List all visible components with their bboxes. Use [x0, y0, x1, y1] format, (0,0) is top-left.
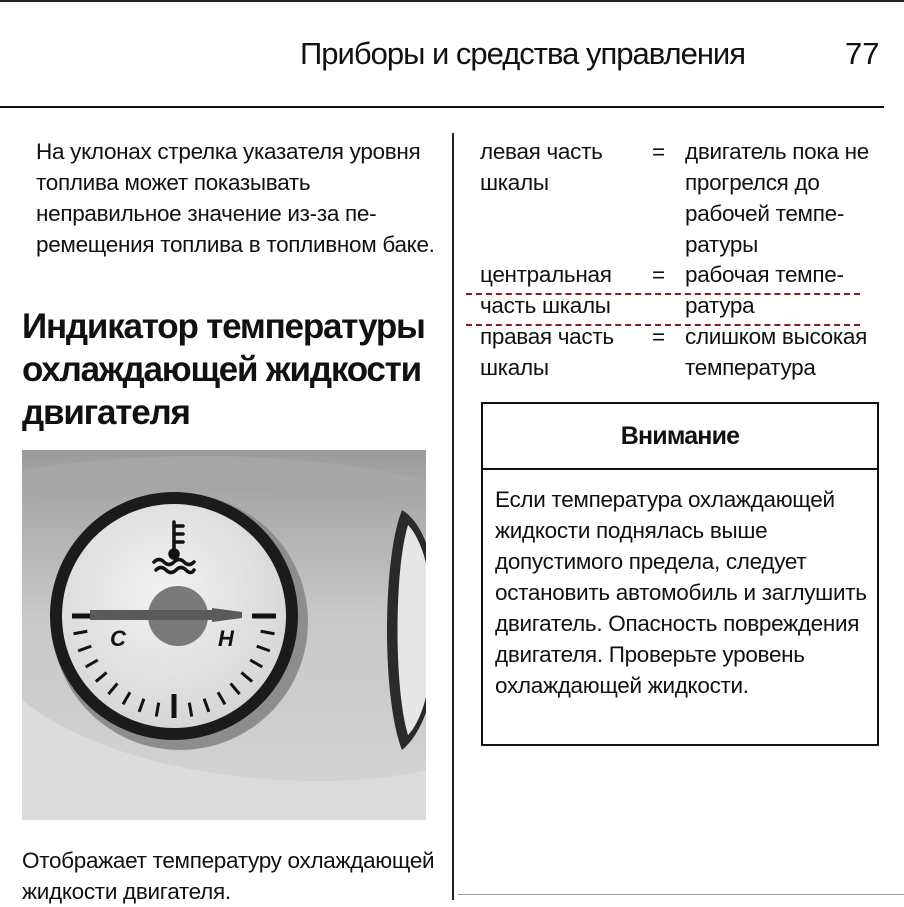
scale-term: левая часть шкалы — [480, 139, 603, 195]
scale-row-left — [480, 136, 885, 259]
scale-term: центральная часть шкалы — [480, 262, 612, 318]
gauge-figure — [22, 450, 426, 820]
gauge-caption: Отображает температуру охлаждающей жидкости двигателя. — [22, 848, 435, 904]
scale-row-center — [480, 259, 885, 321]
scale-row-right — [480, 321, 885, 383]
warning-title: Внимание — [483, 404, 877, 470]
header-rule — [0, 106, 884, 108]
warning-box — [481, 402, 879, 746]
cold-label: C — [110, 626, 126, 651]
scale-description: рабочая температура — [685, 262, 844, 318]
equals-sign: = — [652, 324, 665, 349]
scale-term: правая часть шкалы — [480, 324, 614, 380]
intro-paragraph: На уклонах стрелка указателя уровня топлива может показывать неправильное значение из-за перемещения топлива в топливном баке. — [36, 139, 435, 257]
warning-text: Если температура охлаждающей жидкости поднялась выше допустимого предела, следует остановить автомобиль и заглушить двигатель. Опасность повреждения двигателя. Проверьте уровень охлаждающей жидкости. — [495, 487, 867, 698]
section-heading: Индикатор температуры охлаждающей жидкости двигателя — [22, 307, 425, 432]
page-number: 77 — [845, 36, 880, 71]
equals-sign: = — [652, 139, 665, 164]
scale-description: слишком высокая температура — [685, 324, 868, 380]
hot-label: H — [218, 626, 234, 651]
left-column — [22, 136, 442, 260]
equals-sign: = — [652, 262, 665, 287]
top-border — [0, 0, 904, 2]
scale-legend-table — [480, 136, 885, 383]
highlight-dash-upper — [466, 293, 860, 295]
adjacent-gauge-face — [398, 525, 427, 735]
gauge-needle — [90, 608, 242, 622]
scale-description: двигатель пока не прогрелся до рабочей температуры — [685, 139, 869, 257]
bottom-rule — [458, 894, 904, 895]
highlight-dash-lower — [466, 324, 860, 326]
column-divider — [452, 133, 454, 900]
section-title: Приборы и средства управления — [300, 36, 746, 71]
gauge-illustration — [22, 450, 426, 820]
page-header — [0, 0, 904, 110]
